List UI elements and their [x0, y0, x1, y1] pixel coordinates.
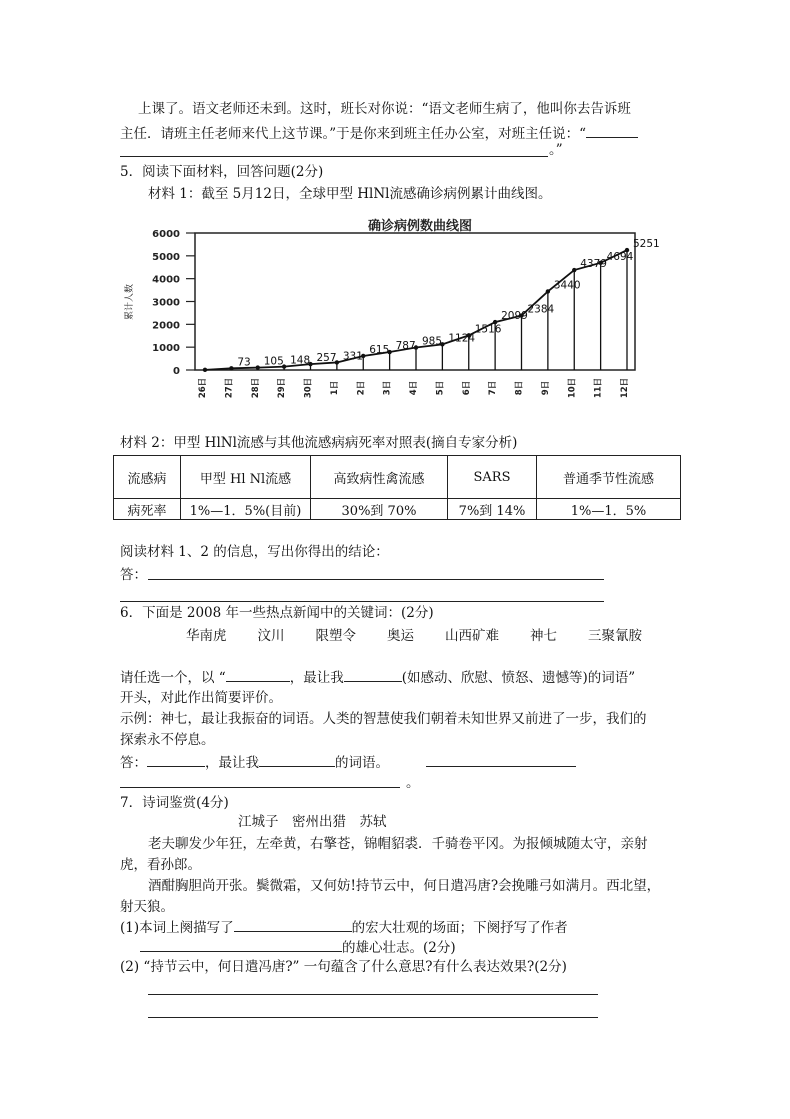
table-header-cell: 流感病 [114, 456, 181, 499]
q6-keywords [186, 627, 673, 645]
data-label: 787 [395, 340, 416, 353]
q6-example-line-2: 探索永不停息。 [120, 732, 215, 748]
q6-answer-part: 答： [120, 755, 147, 771]
data-label: 73 [237, 356, 251, 369]
data-point [256, 365, 260, 369]
intro-line-2 [120, 123, 638, 143]
data-label: 1124 [448, 332, 476, 345]
q5-material-1: 材料 1：截至 5月12日，全球甲型 HlNl流感确诊病例累计曲线图。 [148, 186, 552, 202]
q7-sub1-line-2 [140, 937, 456, 957]
q6-prompt-part: ，最让我 [289, 670, 344, 686]
q5-answer-line-2[interactable] [120, 601, 604, 602]
q6-prompt-line-2: 开头，对此作出简要评价。 [120, 690, 282, 706]
chart-y-axis-label: 累计人数 [125, 283, 135, 321]
data-label: 148 [290, 354, 311, 367]
q6-prompt-part: (如感动、欣慰、愤怒、遗憾等)的词语” [401, 670, 636, 686]
q6-answer-part: ，最让我 [205, 755, 259, 771]
q7-sub1-part: 的雄心壮志。(2分) [342, 940, 456, 956]
q6-feeling-blank[interactable] [344, 667, 402, 682]
data-label: 2099 [501, 310, 528, 323]
x-tick-label: 9日 [540, 380, 551, 396]
intro-line-3-end: 。” [549, 142, 563, 158]
x-tick-label: 7日 [488, 380, 499, 396]
q5-answer-label: 答： [120, 567, 147, 583]
data-label: 4379 [580, 258, 607, 271]
q6-answer-end: 。 [406, 775, 420, 791]
y-tick-label: 1000 [152, 343, 180, 355]
poem-line-4: 射天狼。 [120, 899, 174, 915]
x-tick-label: 11日 [593, 377, 604, 399]
table-cell: 1%—1．5%(目前) [181, 499, 311, 520]
q6-prompt-part: 请任选一个，以 “ [120, 670, 226, 686]
table-header-cell: 普通季节性流感 [537, 456, 681, 499]
y-tick-label: 2000 [152, 320, 180, 332]
data-label: 1516 [474, 323, 502, 336]
x-tick-label: 5日 [435, 380, 446, 396]
table-cell: 病死率 [114, 499, 181, 520]
x-tick-label: 30日 [303, 377, 314, 399]
q6-example-line-1: 示例：神七，最让我振奋的词语。人类的智慧使我们朝着未知世界又前进了一步，我们的 [120, 711, 647, 727]
q6-answer-feeling-blank[interactable] [259, 752, 335, 767]
table-row [114, 499, 681, 520]
x-tick-label: 27日 [224, 377, 235, 399]
table-cell: 1%—1．5% [537, 499, 681, 520]
data-label: 2384 [527, 303, 555, 316]
table-cell: 30%到 70% [311, 499, 448, 520]
q6-answer-line [120, 752, 389, 772]
q6-answer-keyword-blank[interactable] [147, 752, 205, 767]
data-label: 4694 [606, 250, 634, 263]
keyword: 限塑令 [315, 628, 356, 644]
data-label: 331 [342, 350, 363, 363]
x-tick-label: 10日 [567, 377, 578, 399]
keyword: 华南虎 [186, 628, 227, 644]
intro-answer-line[interactable] [120, 156, 548, 157]
poem-line-2: 虎，看孙郎。 [120, 857, 201, 873]
fatality-rate-table [113, 455, 681, 520]
data-label: 615 [369, 343, 390, 356]
q5-material-2: 材料 2：甲型 HlNl流感与其他流感病病死率对照表(摘自专家分析) [120, 435, 518, 451]
q7-sub1 [120, 917, 568, 937]
keyword: 奥运 [387, 628, 414, 644]
y-tick-label: 0 [173, 366, 180, 377]
confirmed-cases-chart [110, 212, 660, 412]
keyword: 山西矿难 [445, 628, 499, 644]
q5-title: 5．阅读下面材料，回答问题(2分) [120, 164, 324, 180]
q7-answer-line-1[interactable] [148, 994, 598, 995]
keyword: 神七 [530, 628, 557, 644]
y-tick-label: 3000 [152, 297, 180, 309]
q6-answer-part: 的词语。 [335, 755, 389, 771]
intro-line-1: 上课了。语文老师还未到。这时，班长对你说：“语文老师生病了，他叫你去告诉班 [138, 101, 631, 117]
keyword: 汶川 [257, 628, 285, 644]
q6-keyword-blank[interactable] [226, 667, 290, 682]
intro-line-2-text: 主任．请班主任老师来代上这节课。”于是你来到班主任办公室，对班主任说：“ [120, 126, 587, 142]
data-label: 105 [263, 355, 284, 368]
q5-answer-line-1[interactable] [148, 579, 604, 580]
data-label: 257 [316, 352, 337, 365]
x-tick-label: 26日 [198, 377, 208, 399]
q7-title: 7．诗词鉴赏(4分) [120, 795, 229, 811]
intro-answer-blank[interactable] [586, 123, 638, 138]
table-header-cell: 高致病性禽流感 [311, 456, 448, 499]
q6-answer-line-1[interactable] [426, 766, 576, 767]
x-tick-label: 28日 [250, 377, 261, 399]
data-point [203, 368, 207, 372]
x-tick-label: 6日 [461, 380, 472, 396]
q6-title: 6．下面是 2008 年一些热点新闻中的关键词：(2分) [120, 605, 434, 621]
q7-answer-line-2[interactable] [148, 1017, 598, 1018]
x-tick-label: 2日 [356, 380, 367, 396]
data-label: 985 [422, 335, 443, 348]
table-header-cell: 甲型 Hl Nl流感 [181, 456, 311, 499]
x-tick-label: 12日 [620, 377, 630, 399]
x-tick-label: 3日 [382, 380, 393, 396]
data-point [546, 289, 550, 293]
q7-sub1-part: 的宏大壮观的场面；下阕抒写了作者 [351, 920, 568, 936]
data-label: 5251 [633, 238, 660, 251]
q7-ambition-blank[interactable] [140, 937, 342, 952]
x-tick-label: 1日 [329, 380, 340, 396]
q6-answer-line-2[interactable] [120, 787, 400, 788]
y-tick-label: 5000 [152, 251, 180, 263]
x-tick-label: 8日 [514, 380, 525, 396]
table-header-cell: SARS [448, 456, 537, 499]
keyword: 三聚氰胺 [588, 628, 642, 644]
q7-scene-blank[interactable] [234, 917, 352, 932]
chart-title: 确诊病例数曲线图 [367, 219, 473, 234]
q7-sub2: (2) “持节云中，何日遣冯唐?” 一句蕴含了什么意思?有什么表达效果?(2分) [120, 959, 567, 975]
q6-prompt [120, 667, 635, 687]
poem-line-3: 酒酣胸胆尚开张。鬓微霜，又何妨!持节云中，何日遣冯唐?会挽雕弓如满月。西北望， [148, 878, 661, 894]
poem-line-1: 老夫聊发少年狂，左牵黄，右擎苍，锦帽貂裘．千骑卷平冈。为报倾城随太守，亲射 [148, 836, 648, 852]
data-label: 3440 [553, 279, 581, 292]
poem-title: 江城子 密州出猎 苏轼 [238, 814, 387, 830]
table-cell: 7%到 14% [448, 499, 537, 520]
q7-sub1-part: (1)本词上阕描写了 [120, 920, 234, 936]
x-tick-label: 4日 [409, 380, 419, 396]
x-tick-label: 29日 [277, 377, 288, 399]
data-point [229, 366, 233, 370]
data-point [572, 268, 576, 272]
y-tick-label: 4000 [152, 274, 180, 286]
y-tick-label: 6000 [152, 229, 180, 240]
q5-instruction: 阅读材料 1、2 的信息，写出你得出的结论： [120, 544, 389, 560]
table-header-row [114, 456, 681, 499]
